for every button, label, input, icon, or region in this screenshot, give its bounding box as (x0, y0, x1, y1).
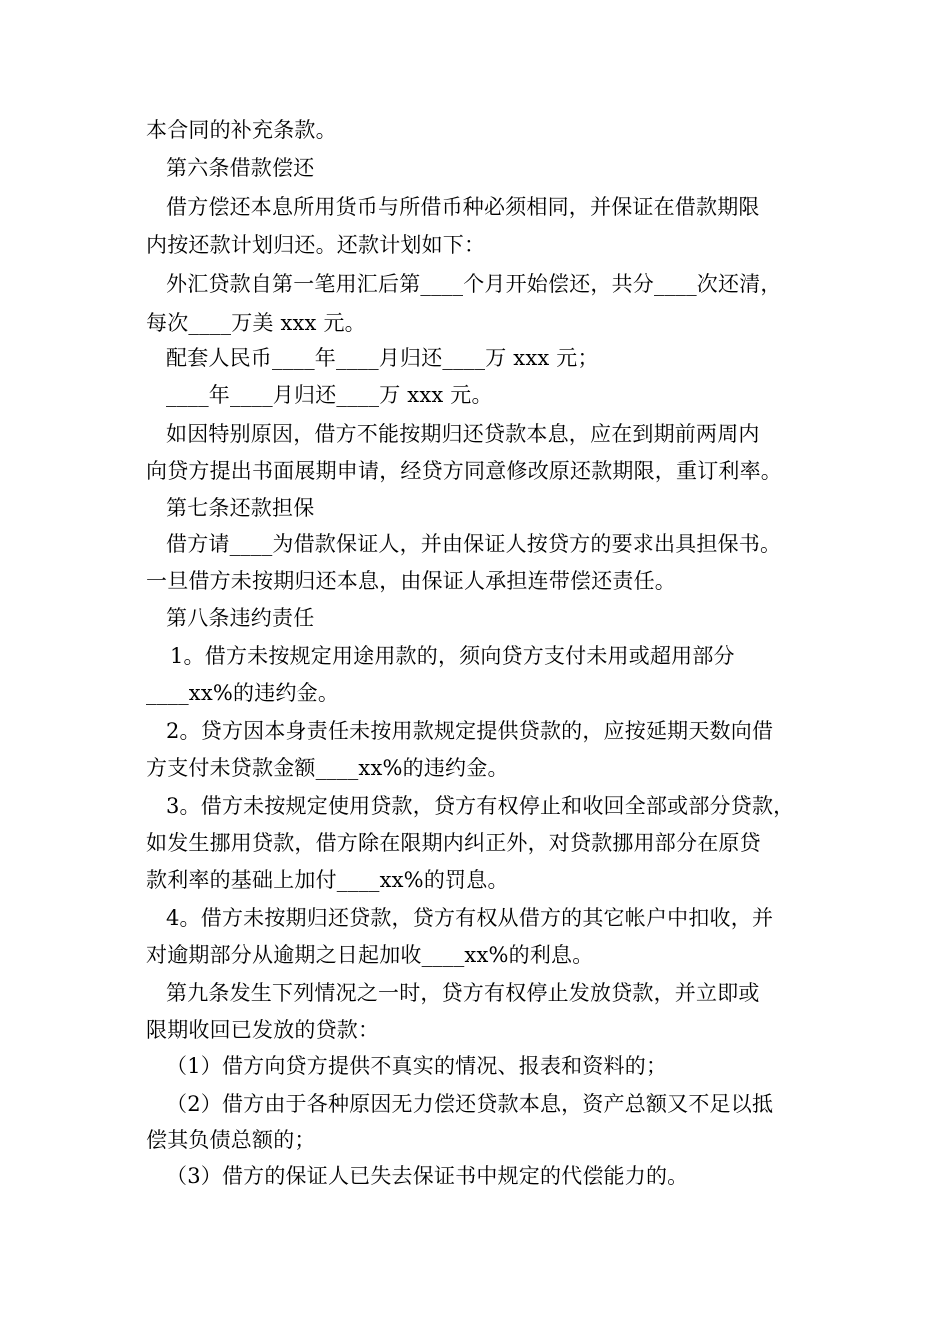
paragraph-line: 款利率的基础上加付____xx%的罚息。 (146, 868, 509, 892)
paragraph-line: 1。借方未按规定用途用款的，须向贷方支付未用或超用部分 (170, 644, 735, 668)
paragraph-line: 4。借方未按期归还贷款，贷方有权从借方的其它帐户中扣收，并 (166, 906, 774, 930)
paragraph-line: 如因特别原因，借方不能按期归还贷款本息，应在到期前两周内 (166, 422, 760, 446)
paragraph-line: 本合同的补充条款。 (146, 118, 337, 142)
paragraph-line: 如发生挪用贷款，借方除在限期内纠正外，对贷款挪用部分在原贷 (146, 831, 761, 855)
section-heading: 第七条还款担保 (166, 496, 315, 520)
paragraph-line: ____年____月归还____万 xxx 元。 (166, 383, 493, 407)
paragraph-line: 内按还款计划归还。还款计划如下： (146, 233, 486, 257)
paragraph-line: 3。借方未按规定使用贷款，贷方有权停止和收回全部或部分贷款， (166, 794, 795, 818)
paragraph-line: 方支付未贷款金额____xx%的违约金。 (146, 756, 509, 780)
list-item: （3）借方的保证人已失去保证书中规定的代偿能力的。 (166, 1164, 689, 1188)
list-item: （1）借方向贷方提供不真实的情况、报表和资料的； (166, 1054, 668, 1078)
paragraph-line: 一旦借方未按期归还本息，由保证人承担连带偿还责任。 (146, 569, 676, 593)
paragraph-line: 借方请____为借款保证人，并由保证人按贷方的要求出具担保书。 (166, 532, 782, 556)
section-heading: 第九条发生下列情况之一时，贷方有权停止发放贷款，并立即或 (166, 981, 760, 1005)
paragraph-line: 2。贷方因本身责任未按用款规定提供贷款的，应按延期天数向借 (166, 719, 774, 743)
section-heading: 第六条借款偿还 (166, 156, 315, 180)
paragraph-line: 借方偿还本息所用货币与所借币种必须相同，并保证在借款期限 (166, 195, 760, 219)
paragraph-line: 限期收回已发放的贷款： (146, 1018, 380, 1042)
list-item: （2）借方由于各种原因无力偿还贷款本息，资产总额又不足以抵 (166, 1092, 774, 1116)
paragraph-line: 配套人民币____年____月归还____万 xxx 元； (166, 346, 599, 370)
paragraph-line: 外汇贷款自第一笔用汇后第____个月开始偿还，共分____次还清， (166, 272, 782, 296)
paragraph-line: 对逾期部分从逾期之日起加收____xx%的利息。 (146, 943, 594, 967)
paragraph-line: ____xx%的违约金。 (146, 681, 340, 705)
section-heading: 第八条违约责任 (166, 606, 315, 630)
paragraph-line: 偿其负债总额的； (146, 1128, 316, 1152)
paragraph-line: 每次____万美 xxx 元。 (146, 311, 366, 335)
paragraph-line: 向贷方提出书面展期申请，经贷方同意修改原还款期限，重订利率。 (146, 459, 782, 483)
